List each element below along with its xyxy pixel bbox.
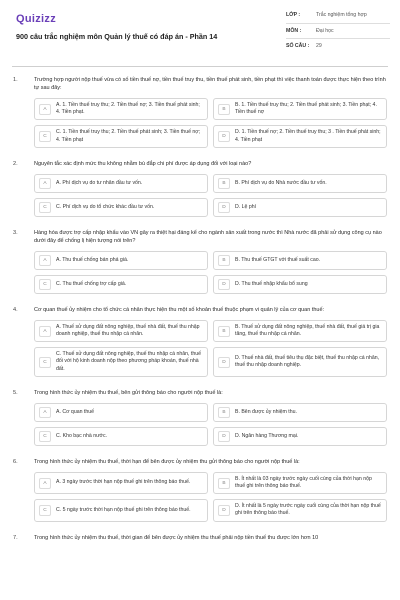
question-3 (0, 227, 400, 294)
meta-value: 29 (316, 43, 322, 50)
option-letter: B (218, 478, 230, 489)
option-text: B. Thu thuế GTGT với thuế suất cao. (235, 256, 321, 263)
answer-option-c[interactable] (34, 499, 208, 521)
option-letter: D (218, 131, 230, 142)
answer-option-b[interactable] (213, 320, 387, 342)
document-title: 900 câu trắc nghiệm môn Quản lý thuế có đáp án - Phần 14 (16, 32, 218, 41)
option-text: D. Ngân hàng Thương mại. (235, 432, 299, 439)
question-text: Trong hình thức ủy nhiệm thu thuế, bên gửi thông báo cho người nộp thuế là: (34, 389, 223, 396)
answer-options (34, 472, 388, 522)
question-number: 4. (13, 306, 18, 313)
question-number: 3. (13, 229, 18, 236)
option-letter: A (39, 104, 51, 115)
question-2 (0, 158, 400, 217)
header-divider (12, 66, 388, 67)
option-letter: D (218, 431, 230, 442)
answer-option-c[interactable] (34, 347, 208, 377)
question-number: 7. (13, 534, 18, 541)
answer-option-a[interactable] (34, 403, 208, 422)
question-5 (0, 387, 400, 446)
option-letter: A (39, 478, 51, 489)
answer-options (34, 98, 388, 148)
question-text: Hàng hóa được trợ cấp nhập khẩu vào VN gây ra thiệt hại đáng kể cho ngành sản xuất trong nước thì Nhà nước đã phải sử dụng công cụ nào dưới đây để chống lị hiện tượng nói trên? (34, 229, 382, 244)
question-list (0, 74, 400, 558)
answer-option-b[interactable] (213, 251, 387, 270)
question-number: 1. (13, 77, 18, 83)
answer-option-d[interactable] (213, 347, 387, 377)
option-text: D. Thuế nhà đất, thuế tiêu thụ đặc biệt, thuế thu nhập cá nhân, thuế thu nhập doanh nghiệp. (235, 354, 380, 369)
option-text: A. Thuế sử dụng đất nông nghiệp, thuế nhà đất, thuế thu nhập doanh nghiệp, thuế thu nhập cá nhân. (56, 323, 200, 338)
question-text: Trường hợp người nộp thuế vừa có số tiền thuế nợ, tiền thuế truy thu, tiền thuế phát sinh, tiền phạt thì việc thanh toán được thực hiện theo trình tự sau đây: (34, 77, 386, 91)
option-text: C. Thuế sử dụng đất nông nghiệp, thuế thu nhập cá nhân, thuế đối với hộ kinh doanh nộp theo phương pháp khoán, thuế nhà đất. (56, 351, 201, 372)
option-letter: B (218, 407, 230, 418)
answer-options (34, 251, 388, 294)
option-text: A. 3 ngày trước thời hạn nộp thuế ghi trên thông báo thuế. (56, 479, 191, 486)
question-4 (0, 304, 400, 377)
option-text: A. 1. Tiền thuế truy thu; 2. Tiền thuế nợ; 3. Tiền thuế phát sinh; 4. Tiền phạt. (56, 102, 200, 116)
answer-option-d[interactable] (213, 198, 387, 217)
option-text: C. Phí dịch vụ do tổ chức khác đầu tư vốn. (56, 203, 155, 210)
answer-option-c[interactable] (34, 125, 208, 147)
option-letter: C (39, 279, 51, 290)
answer-option-b[interactable] (213, 403, 387, 422)
meta-value: Đại học (316, 27, 334, 34)
question-1 (0, 74, 400, 148)
meta-label: MÔN : (286, 27, 302, 34)
answer-option-a[interactable] (34, 174, 208, 193)
option-text: A. Thu thuế chống bán phá giá. (56, 256, 129, 263)
option-text: B. Thuế sử dụng đất nông nghiệp, thuế nhà đất, thuế giá trị gia tăng, thuế thu nhập cá nhân. (235, 323, 380, 338)
answer-option-a[interactable] (34, 251, 208, 270)
option-letter: C (39, 357, 51, 368)
option-letter: B (218, 326, 230, 337)
option-letter: C (39, 431, 51, 442)
option-letter: B (218, 255, 230, 266)
answer-options (34, 320, 388, 377)
option-letter: C (39, 202, 51, 213)
option-text: B. Bên được ủy nhiệm thu. (235, 408, 297, 415)
answer-option-c[interactable] (34, 275, 208, 294)
answer-options (34, 403, 388, 446)
question-number: 2. (13, 160, 18, 167)
option-text: C. 1. Tiền thuế truy thu; 2. Tiền thuế phát sinh; 3. Tiền thuế nợ; 4. Tiền phạt (56, 129, 201, 143)
answer-option-b[interactable] (213, 472, 387, 494)
option-letter: A (39, 178, 51, 189)
option-letter: D (218, 357, 230, 368)
page-header (0, 0, 400, 72)
answer-option-c[interactable] (34, 427, 208, 446)
option-letter: D (218, 505, 230, 516)
answer-option-d[interactable] (213, 427, 387, 446)
option-text: B. Phí dịch vụ do Nhà nước đầu tư vốn. (235, 179, 327, 186)
meta-table (286, 8, 390, 54)
option-letter: A (39, 326, 51, 337)
answer-options (34, 174, 388, 217)
quizizz-logo: Quizizz (16, 13, 56, 25)
option-letter: C (39, 131, 51, 142)
option-text: B. Ít nhất là 03 ngày trước ngày cuối cùng của thời hạn nộp thuế ghi trên thông báo thuế. (235, 475, 372, 490)
option-text: D. Ít nhất là 5 ngày trước ngày cuối cùng của thời hạn nộp thuế ghi trên thông báo thuế. (235, 503, 381, 517)
option-letter: B (218, 104, 230, 115)
meta-label: LỚP : (286, 12, 301, 19)
answer-option-b[interactable] (213, 98, 387, 120)
option-text: D. 1. Tiền thuế nợ; 2. Tiền thuế truy thu; 3 . Tiền thuế phát sinh; 4. Tiền phạt (235, 129, 381, 143)
option-text: A. Cơ quan thuế (56, 408, 95, 415)
answer-option-c[interactable] (34, 198, 208, 217)
question-text: Trong hình thức ủy nhiệm thu thuế, thời gian để bên được ủy nhiệm thu thuế phải nộp tiền thuế thu được lớn hơn 10 (34, 534, 319, 541)
question-text: Nguyên tắc xác định mức thu không nhằm bù đắp chi phí được áp dụng đối với loại nào? (34, 160, 252, 167)
question-text: Cơ quan thuế ủy nhiệm cho tổ chức cá nhân thực hiện thu một số khoản thuế thuộc phạm vi quản lý của cơ quan thuế: (34, 306, 325, 313)
meta-row-class (286, 8, 390, 24)
answer-option-d[interactable] (213, 499, 387, 521)
answer-option-a[interactable] (34, 472, 208, 494)
option-letter: D (218, 202, 230, 213)
answer-option-b[interactable] (213, 174, 387, 193)
question-number: 6. (13, 458, 18, 465)
question-7 (0, 532, 400, 548)
option-letter: D (218, 279, 230, 290)
option-text: A. Phí dịch vụ do tư nhân đầu tư vốn. (56, 179, 143, 186)
option-letter: B (218, 178, 230, 189)
question-text: Trong hình thức ủy nhiệm thu thuế, thời hạn để bên được ủy nhiệm thu gửi thông báo cho người nộp thuế là: (34, 458, 300, 465)
option-letter: A (39, 255, 51, 266)
option-letter: A (39, 407, 51, 418)
question-6 (0, 456, 400, 522)
answer-option-a[interactable] (34, 320, 208, 342)
answer-option-d[interactable] (213, 125, 387, 147)
answer-option-d[interactable] (213, 275, 387, 294)
meta-row-count (286, 39, 390, 54)
option-text: C. Thu thuế chống trợ cấp giá. (56, 280, 127, 287)
option-text: C. Kho bạc nhà nước. (56, 432, 107, 439)
question-number: 5. (13, 389, 18, 396)
meta-row-subject (286, 24, 390, 40)
option-text: D. Thu thuế nhập khẩu bổ sung (235, 280, 308, 287)
option-text: D. Lệ phí (235, 203, 257, 210)
answer-option-a[interactable] (34, 98, 208, 120)
option-text: B. 1. Tiền thuế truy thu; 2. Tiền thuế phát sinh; 3. Tiền phạt; 4. Tiền thuế nợ (235, 102, 377, 116)
meta-value: Trắc nghiệm tổng hợp (316, 12, 367, 19)
option-letter: C (39, 505, 51, 516)
option-text: C. 5 ngày trước thời hạn nộp thuế ghi trên thông báo thuế. (56, 506, 191, 513)
meta-label: SỐ CÂU : (286, 43, 310, 50)
